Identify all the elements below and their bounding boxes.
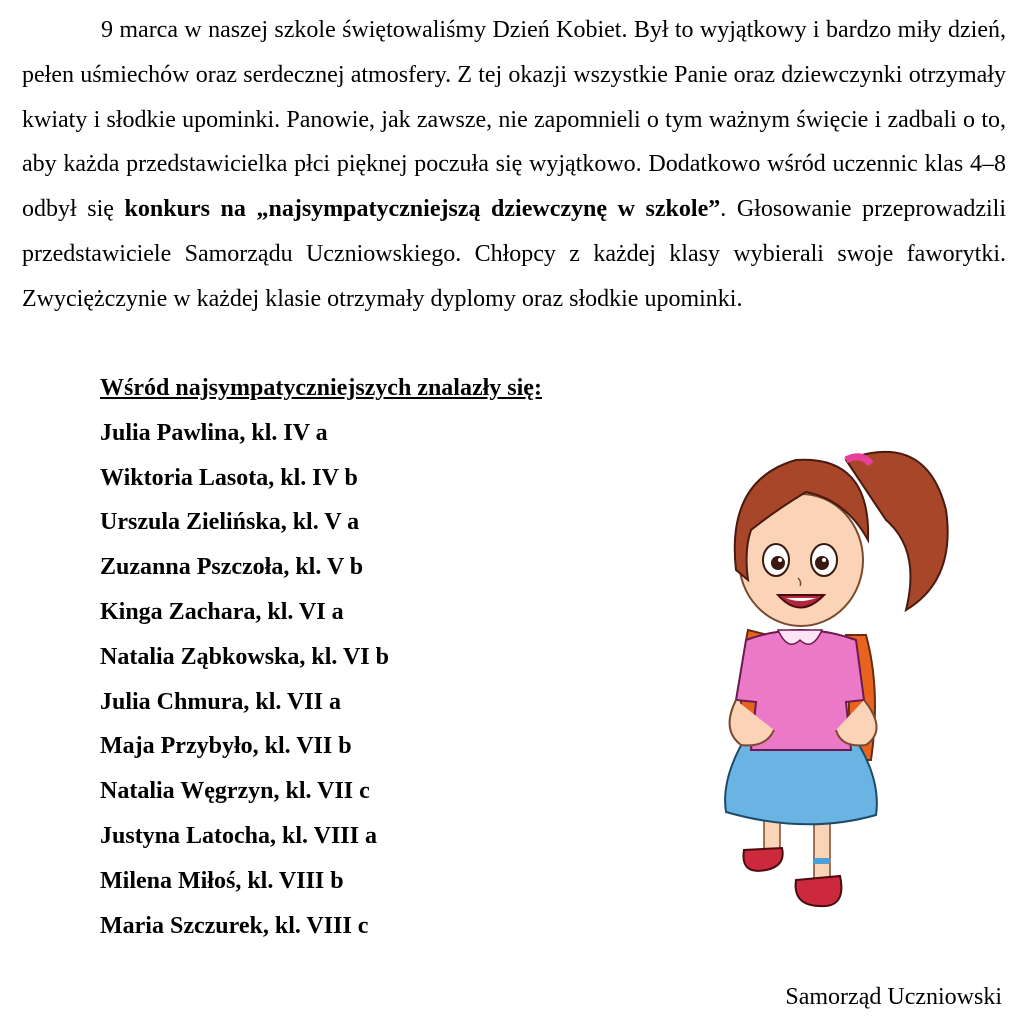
winners-section bbox=[100, 366, 700, 948]
list-item: Urszula Zielińska, kl. V a bbox=[100, 509, 360, 536]
schoolgirl-illustration bbox=[696, 430, 966, 930]
article-text-part-1: 9 marca w naszej szkole świętowaliśmy Dzień Kobiet. Był to wyjątkowy i bardzo miły dzień, pełen uśmiechów oraz serdecznej atmosfery. Z tej okazji wszystkie Panie oraz dziewczynki otrzymały kwiaty i słodkie upominki. Panowie, jak zawsze, nie zapomnieli o tym ważnym święcie i zadbali o to, aby każda przedstawicielka płci pięknej poczuła się wyjątkowo. Dodatkowo wśród uczennic klas 4–8 odbył się bbox=[22, 17, 1006, 223]
list-item: Milena Miłoś, kl. VIII b bbox=[100, 867, 344, 894]
list-item: Wiktoria Lasota, kl. IV b bbox=[100, 464, 358, 491]
list-item: Zuzanna Pszczoła, kl. V b bbox=[100, 554, 364, 581]
winners-list bbox=[100, 411, 700, 949]
list-item: Justyna Latocha, kl. VIII a bbox=[100, 822, 377, 849]
list-item: Natalia Ząbkowska, kl. VI b bbox=[100, 643, 389, 670]
list-item: Natalia Węgrzyn, kl. VII c bbox=[100, 778, 370, 805]
signature: Samorząd Uczniowski bbox=[785, 984, 1002, 1010]
list-item: Julia Chmura, kl. VII a bbox=[100, 688, 341, 715]
list-item: Kinga Zachara, kl. VI a bbox=[100, 598, 344, 625]
article-paragraph bbox=[22, 8, 1006, 322]
contest-name: konkurs na „najsympatyczniejszą dziewczynę w szkole” bbox=[124, 196, 721, 223]
article-text-part-2: . Głosowanie przeprowadzili przedstawiciele Samorządu Uczniowskiego. Chłopcy z każdej klasy wybierali swoje faworytki. Zwyciężczynie w każdej klasie otrzymały dyplomy oraz słodkie upominki. bbox=[22, 196, 1007, 312]
winners-heading: Wśród najsympatyczniejszych znalazły się: bbox=[100, 375, 542, 401]
list-item: Julia Pawlina, kl. IV a bbox=[100, 419, 328, 446]
list-item: Maja Przybyło, kl. VII b bbox=[100, 733, 352, 760]
list-item: Maria Szczurek, kl. VIII c bbox=[100, 912, 369, 939]
